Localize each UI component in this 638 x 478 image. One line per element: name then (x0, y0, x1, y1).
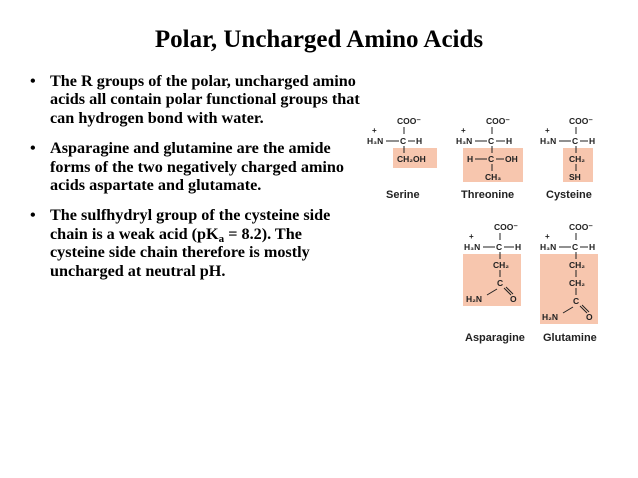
alpha-carbon: C (572, 136, 579, 146)
slide-title: Polar, Uncharged Amino Acids (154, 26, 484, 53)
side-amide-nitrogen: H₂N (542, 312, 559, 322)
amino-acid-name: Threonine (461, 189, 515, 201)
alpha-carbon: C (488, 136, 495, 146)
side-hydrogen: H (467, 154, 474, 164)
side-methylene: CH₂ (569, 278, 586, 288)
hydrogen-label: H (589, 136, 596, 146)
amino-acid-name: Serine (386, 189, 420, 201)
hydrogen-label: H (589, 242, 596, 252)
side-methyl: CH₃ (485, 172, 502, 182)
side-hydroxyl: OH (505, 154, 518, 164)
carboxylate-label: COO⁻ (569, 222, 593, 232)
glutamine-structure (540, 222, 598, 344)
side-methylene: CH₂ (493, 260, 510, 270)
amino-acid-name: Glutamine (543, 332, 597, 344)
amino-label: H₃N (367, 136, 384, 146)
side-carbon: C (488, 154, 495, 164)
bullet-text: = 8.2). The cysteine side chain therefore is mostly uncharged at neutral pH. (50, 224, 310, 280)
carboxylate-label: COO⁻ (397, 116, 421, 126)
amino-acid-name: Asparagine (465, 332, 525, 344)
serine-structure (367, 116, 437, 201)
amino-label: H₃N (540, 136, 557, 146)
bullet-text: The sulfhydryl group of the cysteine side chain is a weak acid (pK (50, 206, 331, 243)
hydrogen-label: H (416, 136, 423, 146)
bullet-text: Asparagine and glutamine are the amide forms of the two negatively charged amino acids aspartate and glutamate. (50, 139, 345, 195)
amino-label: H₃N (456, 136, 473, 146)
hydrogen-label: H (515, 242, 522, 252)
bullet-text: The R groups of the polar, uncharged amino acids all contain polar functional groups that can hydrogen bond with water. (50, 72, 360, 127)
pka-subscript: a (218, 232, 225, 245)
carboxylate-label: COO⁻ (486, 116, 510, 126)
alpha-carbon: C (572, 242, 579, 252)
amino-acid-name: Cysteine (546, 189, 592, 201)
side-carbonyl-carbon: C (497, 278, 504, 288)
carboxylate-label: COO⁻ (569, 116, 593, 126)
plus-charge: + (545, 126, 550, 135)
carboxylate-label: COO⁻ (494, 222, 518, 232)
side-oxygen: O (510, 294, 517, 304)
plus-charge: + (372, 126, 377, 135)
plus-charge: + (461, 126, 466, 135)
asparagine-structure (463, 222, 525, 344)
plus-charge: + (545, 232, 550, 241)
side-sulfhydryl: SH (569, 172, 581, 182)
side-oxygen: O (586, 312, 593, 322)
amino-label: H₃N (464, 242, 481, 252)
side-chain-label: CH₂OH (397, 154, 426, 164)
hydrogen-label: H (506, 136, 513, 146)
amino-label: H₃N (540, 242, 557, 252)
side-methylene: CH₂ (569, 260, 586, 270)
side-amide-nitrogen: H₂N (466, 294, 483, 304)
plus-charge: + (469, 232, 474, 241)
cysteine-structure (540, 116, 595, 201)
side-methylene: CH₂ (569, 154, 586, 164)
threonine-structure (456, 116, 523, 201)
side-carbonyl-carbon: C (573, 296, 580, 306)
alpha-carbon: C (400, 136, 407, 146)
alpha-carbon: C (496, 242, 503, 252)
